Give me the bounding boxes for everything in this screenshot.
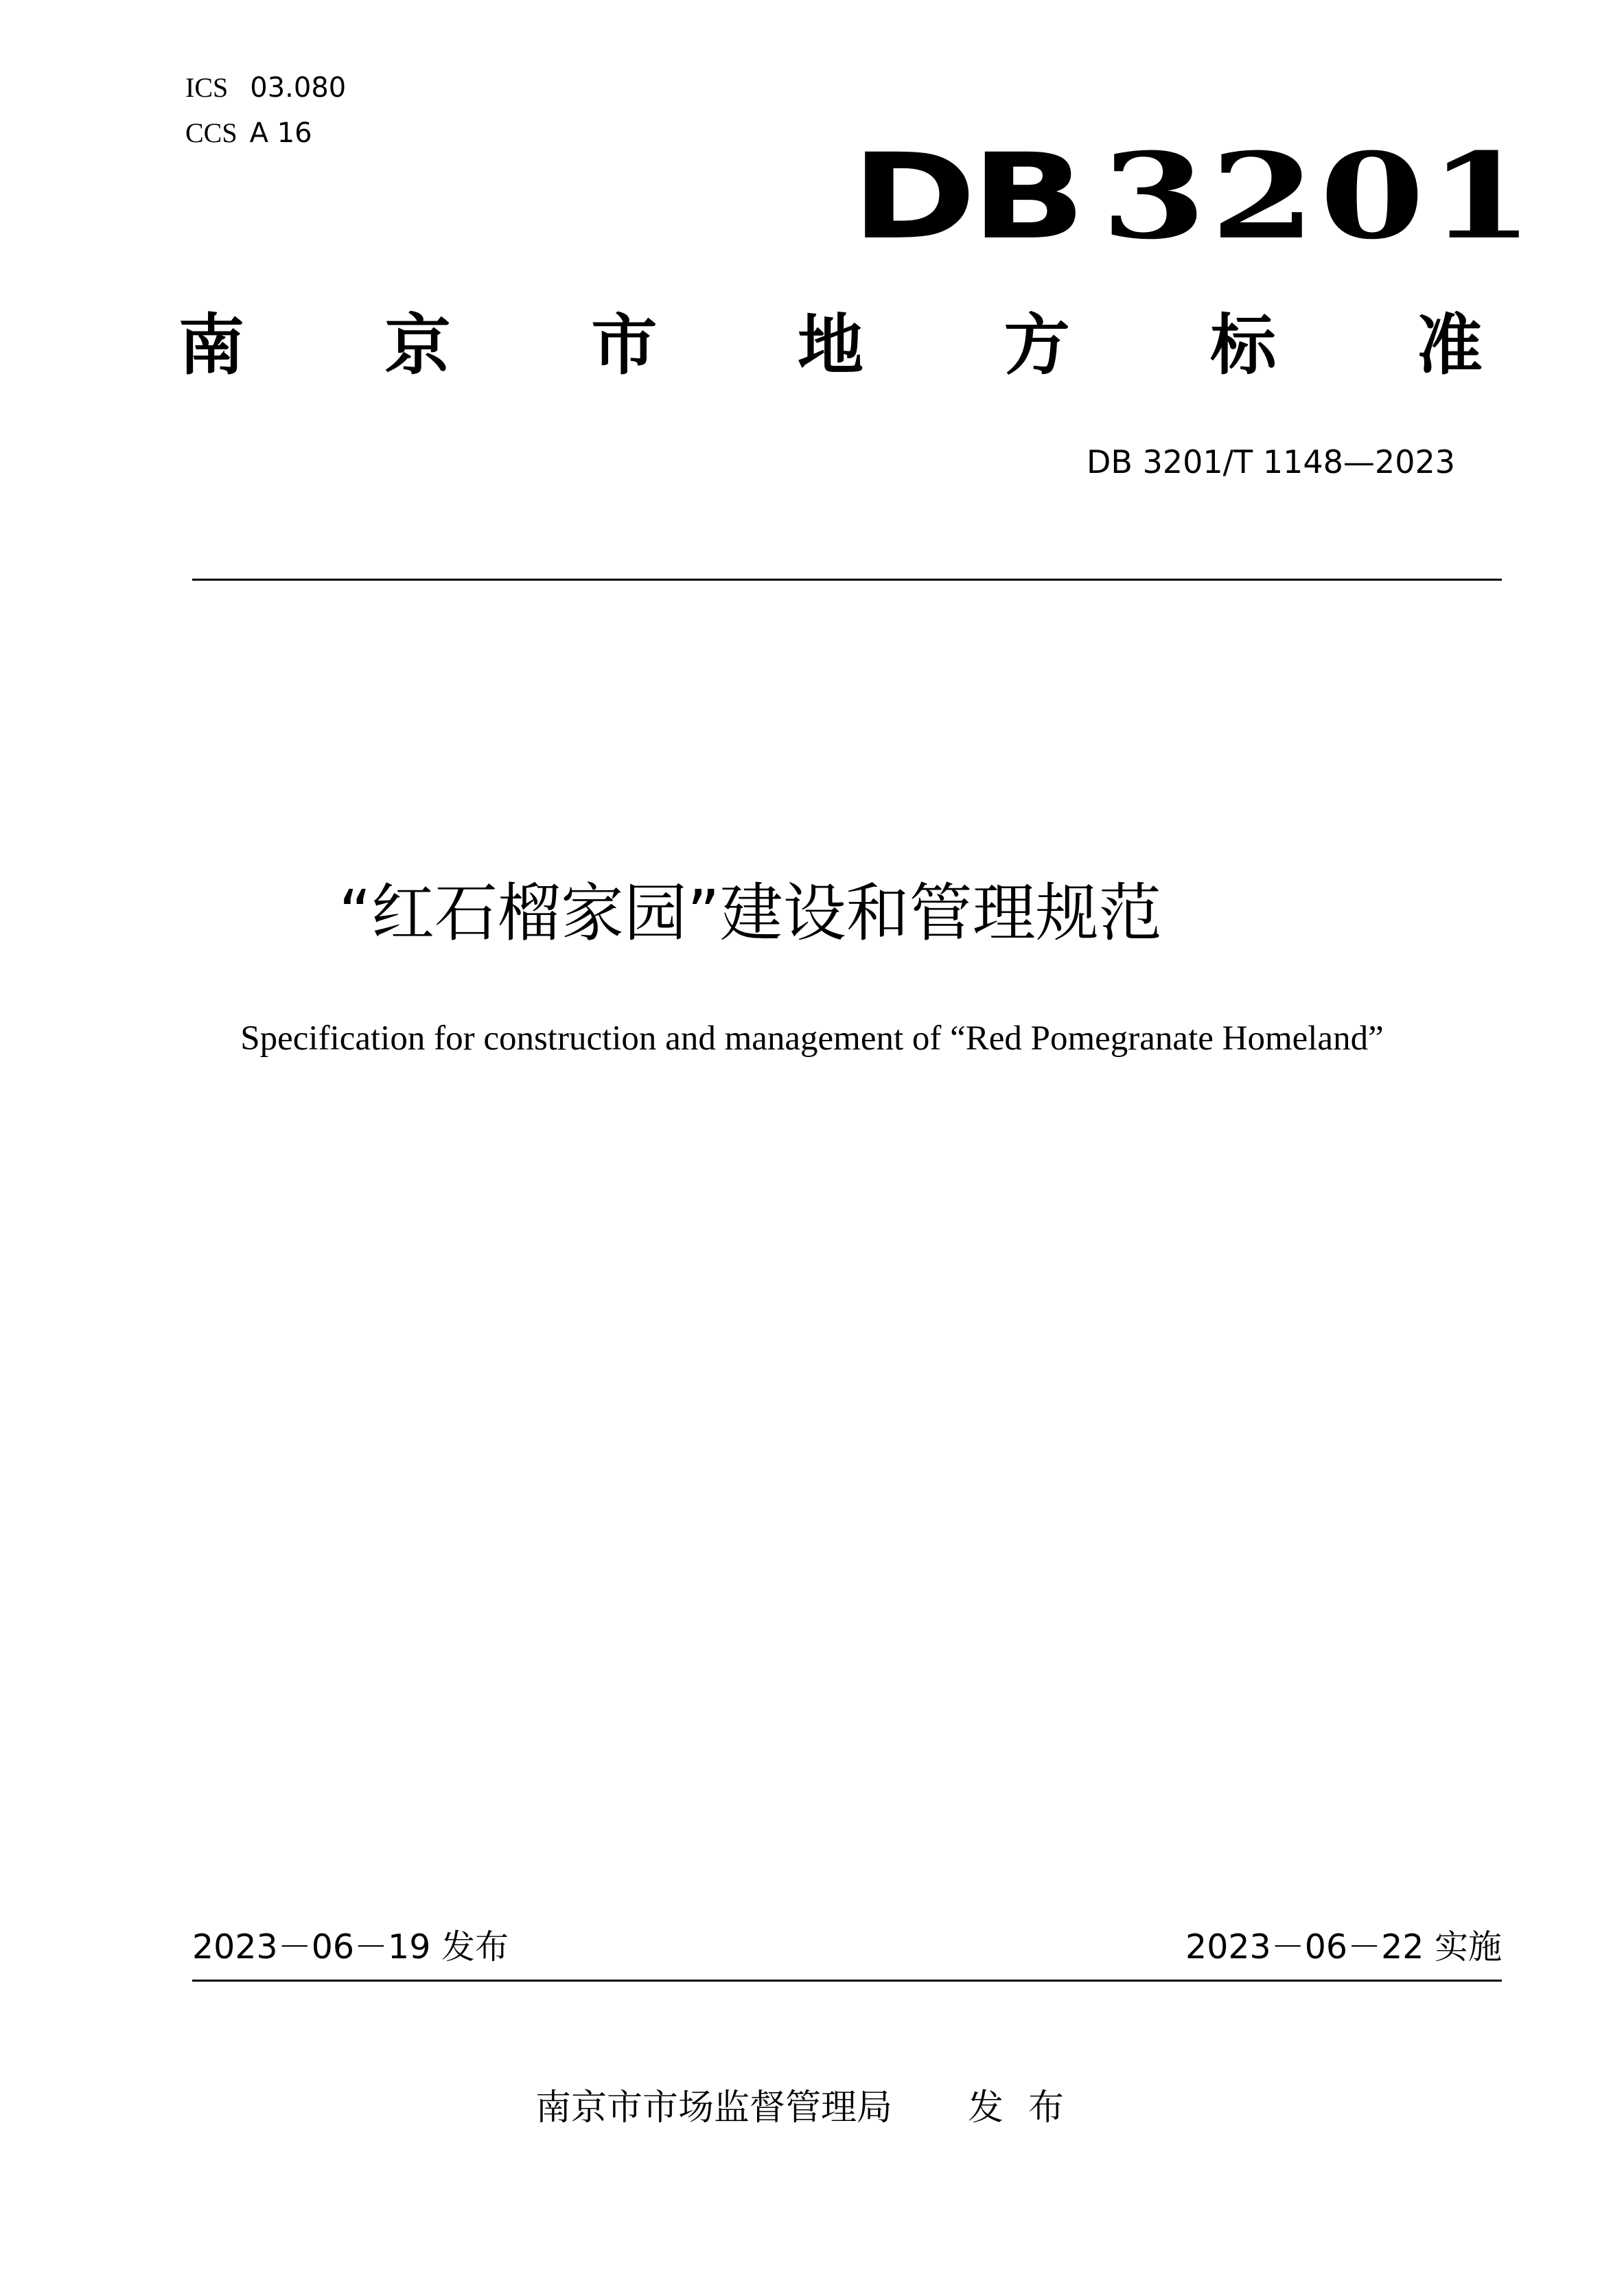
db-logo [851, 126, 1538, 266]
effective-date: 2023－06－22 实施 [1185, 1927, 1502, 1967]
standard-type-heading [178, 307, 1483, 384]
standard-type-char: 准 [1416, 307, 1483, 384]
standard-number: DB 3201/T 1148—2023 [1086, 443, 1455, 480]
top-divider [192, 579, 1502, 581]
standard-type-char: 京 [384, 307, 451, 384]
ccs-label: CCS [185, 117, 237, 148]
ccs-code [185, 119, 312, 147]
issuer-name: 南京市市场监督管理局 [535, 2087, 892, 2129]
standard-type-char: 南 [178, 307, 244, 384]
document-title-cn [0, 877, 1624, 950]
issuer-line [0, 2087, 1624, 2129]
ics-value: 03.080 [250, 72, 347, 104]
db-logo-code: 3201 [1101, 126, 1538, 266]
document-title-en: Specification for construction and management of “Red Pomegranate Homeland” [240, 1019, 1384, 1058]
release-date: 2023－06－19 发布 [192, 1927, 509, 1967]
document-title-cn-text: “红石榴家园”建设和管理规范 [338, 877, 1162, 950]
ics-code [185, 74, 346, 102]
bottom-divider [192, 1980, 1502, 1982]
ccs-value: A 16 [249, 117, 312, 149]
standard-type-char: 标 [1210, 307, 1277, 384]
issuer-action: 发布 [968, 2087, 1089, 2129]
standard-type-char: 地 [797, 307, 863, 384]
standard-type-char: 方 [1004, 307, 1070, 384]
ics-label: ICS [185, 72, 229, 103]
db-logo-prefix: DB [851, 128, 1081, 266]
standard-type-char: 市 [591, 307, 658, 384]
